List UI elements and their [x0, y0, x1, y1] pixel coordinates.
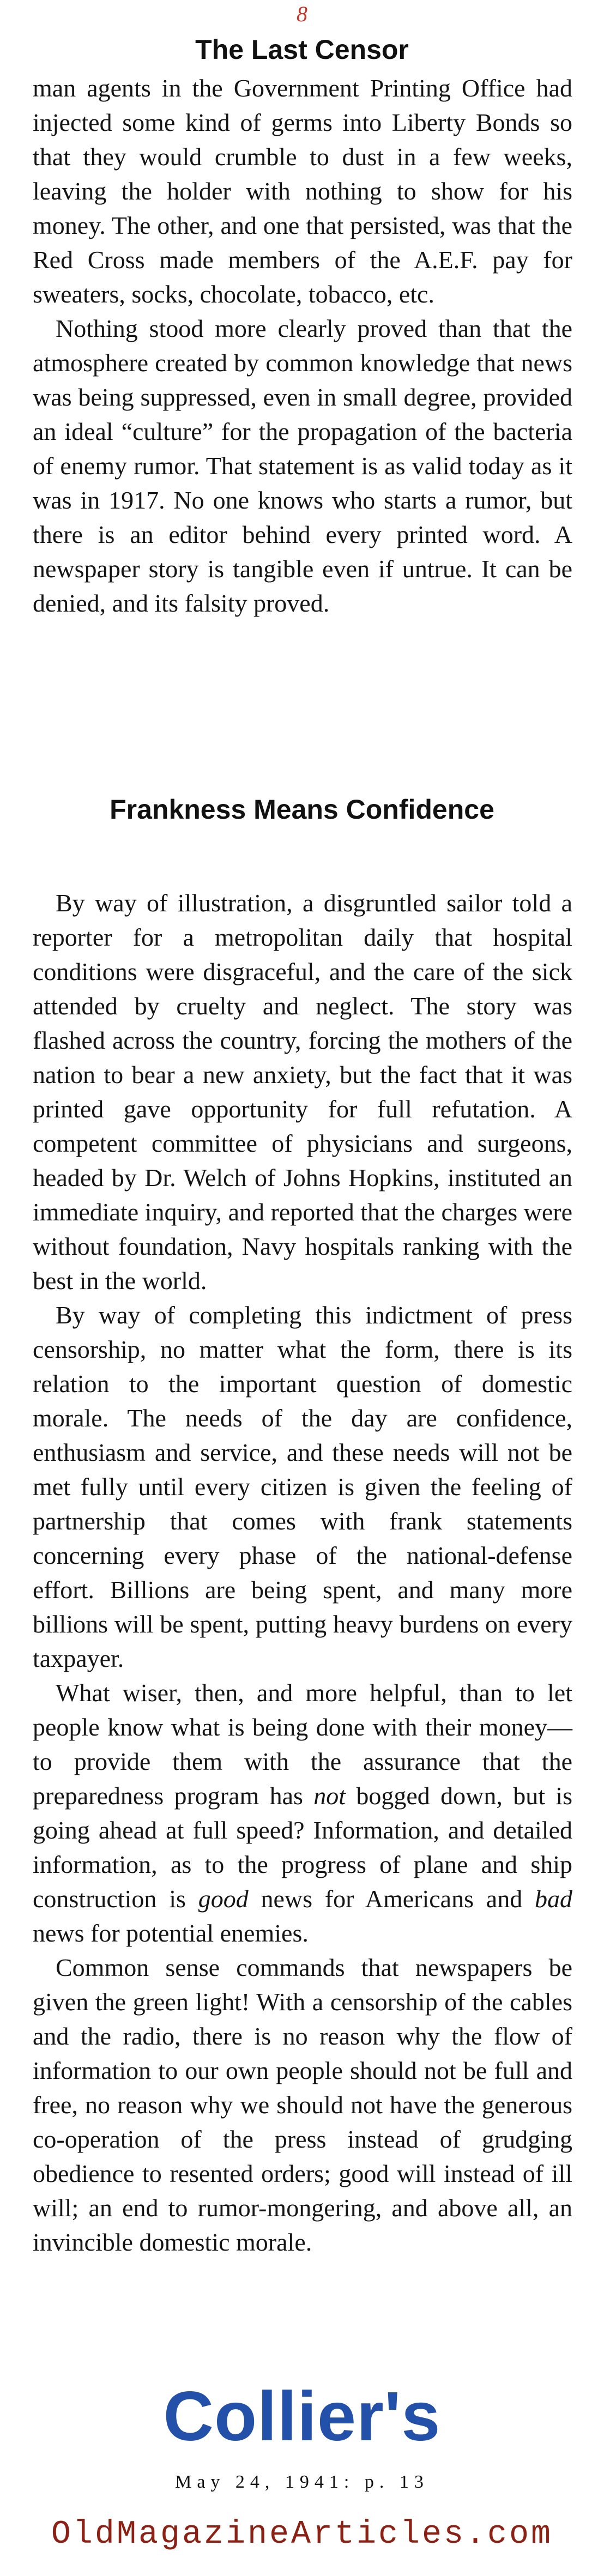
paragraph-text: news for Americans and — [248, 1885, 535, 1913]
article-paragraph — [33, 1676, 572, 1950]
paragraph-text: news for potential enemies. — [33, 1919, 309, 1947]
emphasis-text: bad — [535, 1885, 572, 1913]
magazine-masthead-logo: Collier's — [163, 2378, 441, 2456]
emphasis-text: not — [313, 1782, 346, 1810]
article-paragraph: Common sense commands that newspapers be given the green light! With a censorship of the cables and the radio, there is no reason why the flow of information to our own people should not be full and free, no reason why we should not have the generous co-operation of the press instead of grudging obedience to resented orders; good will instead of ill will; an end to rumor-mongering, and above all, an invincible domestic morale. — [33, 1954, 572, 2256]
running-head-title: The Last Censor — [195, 34, 409, 65]
issue-dateline: May 24, 1941: p. 13 — [175, 2472, 429, 2492]
article-paragraph: Nothing stood more clearly proved than that the atmosphere created by common knowledge that news was being suppressed, even in small degree, provided an ideal “culture” for the propagation of the bacteria of enemy rumor. That statement is as valid today as it was in 1917. No one knows who starts a rumor, but there is an editor behind every printed word. A newspaper story is tangible even if untrue. It can be denied, and its falsity proved. — [33, 315, 572, 617]
page-number: 8 — [297, 2, 307, 26]
paragraph-text: What wiser, then, and more helpful, than to let people know what is being done with their money—to provide them with the assurance that the preparedness program has — [33, 1679, 572, 1810]
article-paragraph: By way of illustration, a disgruntled sailor told a reporter for a metropolitan daily that hospital conditions were disgraceful, and the care of the sick attended by cruelty and neglect. The story was flashed across the country, forcing the mothers of the nation to bear a new anxiety, but the fact that it was printed gave opportunity for full refutation. A competent committee of physicians and surgeons, headed by Dr. Welch of Johns Hopkins, instituted an immediate inquiry, and reported that the charges were without foundation, Navy hospitals ranking with the best in the world. — [33, 889, 572, 1295]
article-text-block-2 — [33, 886, 572, 2259]
paragraph-text: bogged down, but is going ahead at full speed? Information, and detailed information, as to the progress of plane and ship construction is — [33, 1782, 572, 1913]
article-text-block-1 — [33, 71, 572, 620]
emphasis-text: good — [198, 1885, 249, 1913]
article-paragraph: man agents in the Government Printing Office had injected some kind of germs into Liberty Bonds so that they would crumble to dust in a few weeks, leaving the holder with nothing to show for his money. The other, and one that persisted, was that the Red Cross made members of the A.E.F. pay for sweaters, socks, chocolate, tobacco, etc. — [33, 74, 572, 308]
site-credit: OldMagazineArticles.com — [51, 2516, 553, 2553]
section-heading: Frankness Means Confidence — [110, 794, 494, 825]
article-paragraph: By way of completing this indictment of press censorship, no matter what the form, there is its relation to the important question of domestic morale. The needs of the day are confidence, enthusiasm and service, and these needs will not be met fully until every citizen is given the feeling of partnership that comes with frank statements concerning every phase of the national-defense effort. Billions are being spent, and many more billions will be spent, putting heavy burdens on every taxpayer. — [33, 1301, 572, 1672]
